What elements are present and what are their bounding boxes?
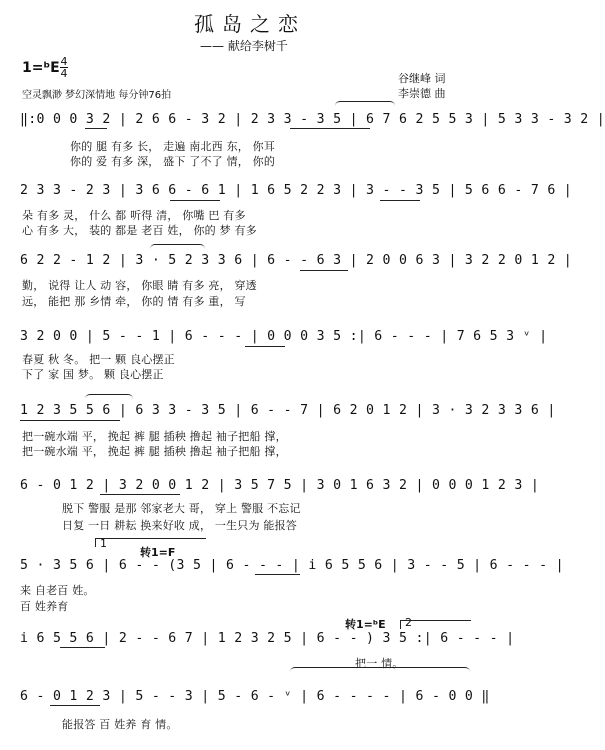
score-line-2: 2 3 3 - 2 3 | 3 6 6 - 6 1 | 1 6 5 2 2 3 | 3 - - 3 5 | 5 6 6 - 7 6 | — [20, 183, 573, 198]
lyric-line-7-verse-2: 百 姓养育 — [20, 600, 69, 613]
beam — [245, 346, 285, 347]
modulation-to-eb: 转1=ᵇE — [345, 618, 386, 631]
lyric-line-4-verse-1: 春夏 秋 冬。 把一 颗 良心摆正 — [22, 353, 175, 366]
time-signature — [60, 56, 68, 79]
score-line-8: i 6 5 5 6 | 2 - - 6 7 | 1 2 3 2 5 | 6 - - ) 3 5 :| 6 - - - | — [20, 631, 515, 646]
lyric-line-3-verse-2: 远， 能把 那 乡情 牵， 你的 情 有多 重， 写 — [22, 295, 246, 308]
score-line-1: ‖:0 0 0 3 2 | 2 6 6 - 3 2 | 2 3 3 - 3 5 | 6 7 6 2 5 5 3 | 5 3 3 - 3 2 | — [20, 112, 605, 127]
dedication-subtitle: —— 献给李树千 — [200, 39, 288, 53]
score-line-6: 6 - 0 1 2 | 3 2 0 0 1 2 | 3 5 7 5 | 3 0 1 6 3 2 | 0 0 0 1 2 3 | — [20, 478, 540, 493]
score-line-3: 6 2 2 - 1 2 | 3 · 5 2 3 3 6 | 6 - - 6 3 | 2 0 0 6 3 | 3 2 2 0 1 2 | — [20, 253, 573, 268]
modulation-to-f: 转1=F — [140, 546, 176, 559]
beam — [60, 647, 105, 648]
lyric-line-7-verse-1: 来 自老百 姓。 — [20, 584, 95, 597]
volta-number-1: 1 — [100, 537, 107, 550]
score-line-4: 3 2 0 0 | 5 - - 1 | 6 - - - | 0 0 0 3 5 :| 6 - - - | 7 6 5 3 ᵛ | — [20, 329, 548, 344]
slur — [85, 394, 133, 399]
lyric-line-2-verse-2: 心 有多 大， 装的 都是 老百 姓， 你的 梦 有多 — [22, 224, 257, 237]
beam — [290, 128, 370, 129]
lyric-line-3-verse-1: 勤， 说得 让人 动 容， 你眼 睛 有多 亮， 穿透 — [22, 279, 257, 292]
lyric-line-4-verse-2: 下了 家 国 梦。 颗 良心摆正 — [22, 368, 164, 381]
beam — [20, 420, 120, 421]
lyric-line-2-verse-1: 朵 有多 灵， 什么 都 听得 清， 你嘴 巴 有多 — [22, 209, 246, 222]
tie-arc — [290, 667, 470, 672]
meter-top: 4 — [60, 55, 68, 68]
composer-credit: 李崇德 曲 — [398, 87, 446, 100]
key-signature: 1=ᵇE — [22, 60, 60, 76]
beam — [380, 200, 420, 201]
tempo-expression: 空灵飘渺 梦幻深情地 每分钟76拍 — [22, 90, 172, 101]
lyric-line-1-verse-2: 你的 爱 有多 深， 盛下 了不了 情， 你的 — [70, 155, 276, 168]
lyric-line-6-verse-2: 日复 一日 耕耘 换来好收 成， 一生只为 能报答 — [62, 519, 297, 532]
score-line-7: 5 · 3 5 6 | 6 - - (3 5 | 6 - - - | i 6 5 5 6 | 3 - - 5 | 6 - - - | — [20, 558, 564, 573]
beam — [100, 494, 180, 495]
beam — [85, 128, 107, 129]
slur — [150, 244, 205, 249]
score-line-9: 6 - 0 1 2 3 | 5 - - 3 | 5 - 6 - ᵛ | 6 - - - - | 6 - 0 0 ‖ — [20, 689, 490, 704]
beam — [170, 200, 220, 201]
beam — [255, 574, 300, 575]
lyricist-credit: 谷继峰 词 — [398, 72, 446, 85]
lyric-line-5-verse-1: 把一碗水端 平， 挽起 裤 腿 插秧 撸起 袖子把船 撑， — [22, 430, 287, 443]
lyric-line-5-verse-2: 把一碗水端 平， 挽起 裤 腿 插秧 撸起 袖子把船 撑， — [22, 445, 287, 458]
slur — [335, 101, 395, 106]
score-line-5: 1 2 3 5 5 6 | 6 3 3 - 3 5 | 6 - - 7 | 6 2 0 1 2 | 3 · 3 2 3 3 6 | — [20, 403, 556, 418]
volta-number-2: 2 — [405, 616, 412, 629]
beam — [300, 270, 348, 271]
song-title: 孤岛之恋 — [194, 12, 306, 36]
beam — [50, 705, 100, 706]
lyric-line-1-verse-1: 你的 腿 有多 长， 走遍 南北西 东， 你耳 — [70, 140, 276, 153]
lyric-line-6-verse-1: 脱下 警服 是那 邻家老大 哥， 穿上 警服 不忘记 — [62, 502, 301, 515]
lyric-line-9-verse-1: 能报答 百 姓养 育 情。 — [62, 718, 178, 731]
meter-bottom: 4 — [60, 67, 68, 80]
lyric-line-8-verse-1: 把一 情。 — [355, 657, 404, 670]
